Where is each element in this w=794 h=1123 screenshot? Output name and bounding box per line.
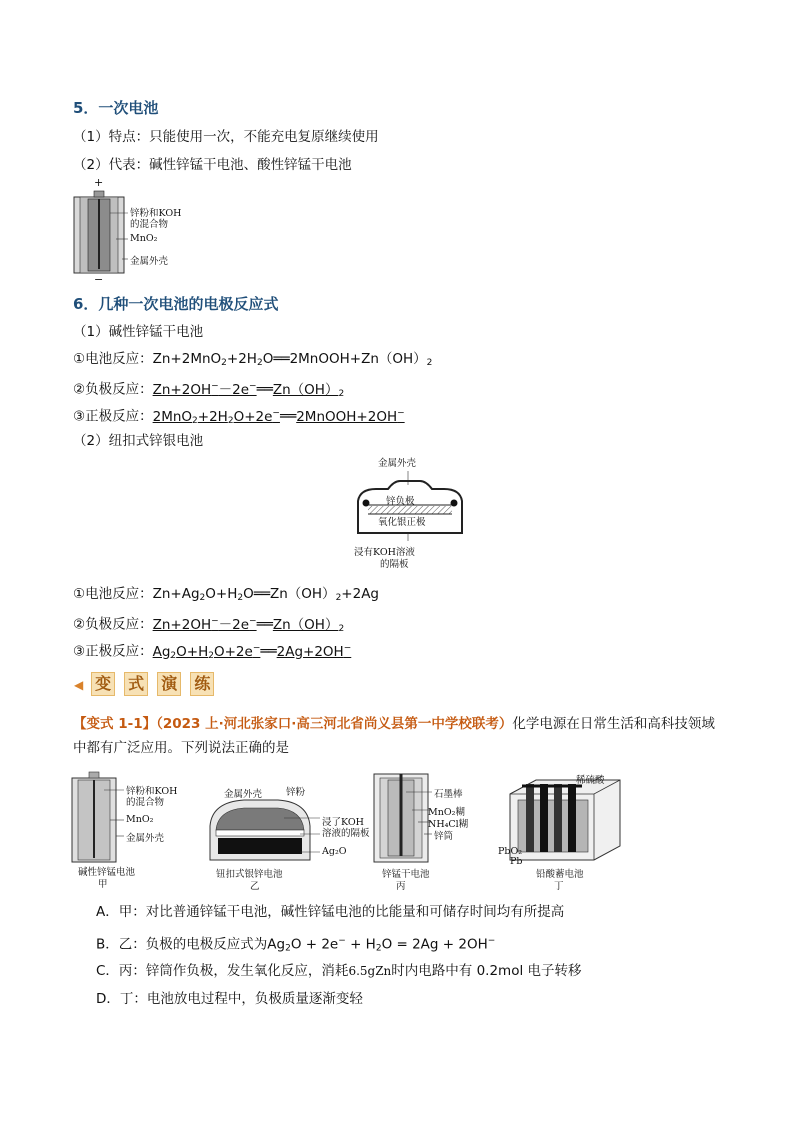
banner-char-2: 式 xyxy=(124,672,148,696)
ding-caption: 铅酸蓄电池 xyxy=(536,869,584,880)
ding-caption-letter: 丁 xyxy=(554,881,564,892)
button-top-label: 金属外壳 xyxy=(378,458,417,469)
separator-label-1: 浸有KOH溶液 xyxy=(354,547,415,558)
bing-caption: 锌锰干电池 xyxy=(382,869,430,880)
alk-negative-reaction: ②负极反应：$Zn+2OH^--2e^-══Zn(OH)_2$ xyxy=(73,381,345,399)
section-6-sub2: （2）纽扣式锌银电池 xyxy=(73,433,204,449)
ag-pos-label: ③正极反应： xyxy=(73,643,153,660)
variant-question xyxy=(73,712,733,760)
bing-label-graphite: 石墨棒 xyxy=(434,789,463,800)
minus-label: − xyxy=(94,273,104,286)
yi-label-shell: 金属外壳 xyxy=(224,789,263,800)
bing-label-nh4cl: NH₄Cl糊 xyxy=(428,819,469,830)
option-c-mass: 6.5gZn xyxy=(348,964,392,978)
ag-total-label: ①电池反应： xyxy=(73,586,153,602)
section-5-representative: （2）代表：碱性锌锰干电池、酸性锌锰干电池 xyxy=(73,157,352,173)
jia-label-2: 的混合物 xyxy=(126,797,165,808)
four-battery-figures xyxy=(68,770,628,890)
alkaline-battery-figure xyxy=(70,176,210,287)
banner-char-1: 变 xyxy=(91,672,115,696)
jia-label-4: 金属外壳 xyxy=(126,833,165,844)
option-c-prefix: C．丙：锌筒作负极，发生氧化反应，消耗 xyxy=(96,963,349,979)
variant-tag: 【变式 1-1】（2023 上·河北张家口·高三河北省尚义县第一中学校联考） xyxy=(73,716,513,732)
alk-total-label: ①电池反应： xyxy=(73,351,153,367)
alk-positive-reaction: ③正极反应：$2MnO_2+2H_2O+2e^-══2MnOOH+2OH^-$ xyxy=(73,408,405,426)
ag-negative-reaction: ②负极反应：$Zn+2OH^--2e^-══Zn(OH)_2$ xyxy=(73,616,345,634)
button-cell-figure xyxy=(350,455,470,575)
yi-label-separator: 溶液的隔板 xyxy=(322,828,370,839)
bing-label-zinc-can: 锌筒 xyxy=(434,831,454,842)
label-zinc-koh: 锌粉和KOH xyxy=(130,208,182,219)
separator-label-2: 的隔板 xyxy=(380,559,409,570)
alk-pos-label: ③正极反应： xyxy=(73,408,153,425)
jia-caption-letter: 甲 xyxy=(98,879,108,890)
option-b-prefix: B．乙：负极的电极反应式为 xyxy=(96,936,268,953)
silver-oxide-positive-label: 氧化银正极 xyxy=(378,517,426,528)
speaker-icon: ◀ xyxy=(74,678,84,692)
label-metal-shell: 金属外壳 xyxy=(130,256,169,267)
section-6-sub1: （1）碱性锌锰干电池 xyxy=(73,324,204,340)
practice-banner xyxy=(74,672,218,696)
banner-char-4: 练 xyxy=(190,672,214,696)
ding-label-pbo2: PbO₂ xyxy=(498,846,523,857)
jia-caption: 碱性锌锰电池 xyxy=(78,867,136,878)
figure-yi xyxy=(204,770,370,892)
ag-neg-label: ②负极反应： xyxy=(73,616,153,633)
alk-neg-label: ②负极反应： xyxy=(73,381,153,398)
figure-jia xyxy=(68,770,198,890)
banner-char-3: 演 xyxy=(157,672,181,696)
bing-label-mno2: MnO₂糊 xyxy=(428,807,465,818)
label-mno2: MnO₂ xyxy=(130,233,158,244)
yi-label-soaked: 浸了KOH xyxy=(322,817,364,828)
yi-label-ag2o: Ag₂O xyxy=(322,846,347,857)
plus-label: + xyxy=(94,176,104,189)
ding-label-pb: Pb xyxy=(510,856,523,867)
jia-label-1: 锌粉和KOH xyxy=(126,786,178,797)
section-5-feature: （1）特点：只能使用一次，不能充电复原继续使用 xyxy=(73,129,379,145)
option-d: D．丁：电池放电过程中，负极质量逐渐变轻 xyxy=(96,991,363,1007)
ag-total-reaction: ①电池反应：$Zn+Ag_2O+H_2O══Zn(OH)_2+2Ag$ xyxy=(73,586,380,603)
bing-caption-letter: 丙 xyxy=(396,881,406,892)
yi-caption: 钮扣式银锌电池 xyxy=(216,869,283,880)
label-mixture: 的混合物 xyxy=(130,219,169,230)
variant-question-part1: 化学电源在日常生活和高科技领域 xyxy=(512,716,715,732)
ag-positive-reaction: ③正极反应：$Ag_2O+H_2O+2e^-══2Ag+2OH^-$ xyxy=(73,643,352,661)
jia-label-3: MnO₂ xyxy=(126,814,154,825)
figure-ding xyxy=(496,770,628,890)
yi-caption-letter: 乙 xyxy=(250,881,260,892)
section-6-title: 6．几种一次电池的电极反应式 xyxy=(73,295,279,313)
ding-label-acid: 稀硫酸 xyxy=(576,775,605,786)
option-c-suffix: 时内电路中有 0.2mol 电子转移 xyxy=(391,963,582,979)
option-c xyxy=(96,962,582,980)
yi-label-zinc-powder: 锌粉 xyxy=(286,787,306,798)
variant-question-part2: 中都有广泛应用。下列说法正确的是 xyxy=(73,740,289,756)
option-b: B．乙：负极的电极反应式为$Ag_2O + 2e^- + H_2O = 2Ag + 2OH^-$ xyxy=(96,936,496,954)
section-5-title: 5．一次电池 xyxy=(73,99,159,117)
zinc-negative-label: 锌负极 xyxy=(386,496,415,507)
option-a: A．甲：对比普通锌锰干电池，碱性锌锰电池的比能量和可储存时间均有所提高 xyxy=(96,904,565,920)
figure-bing xyxy=(370,770,482,890)
alk-total-reaction: ①电池反应：$Zn+2MnO_2+2H_2O══2MnOOH+Zn(OH)_2$ xyxy=(73,351,433,368)
